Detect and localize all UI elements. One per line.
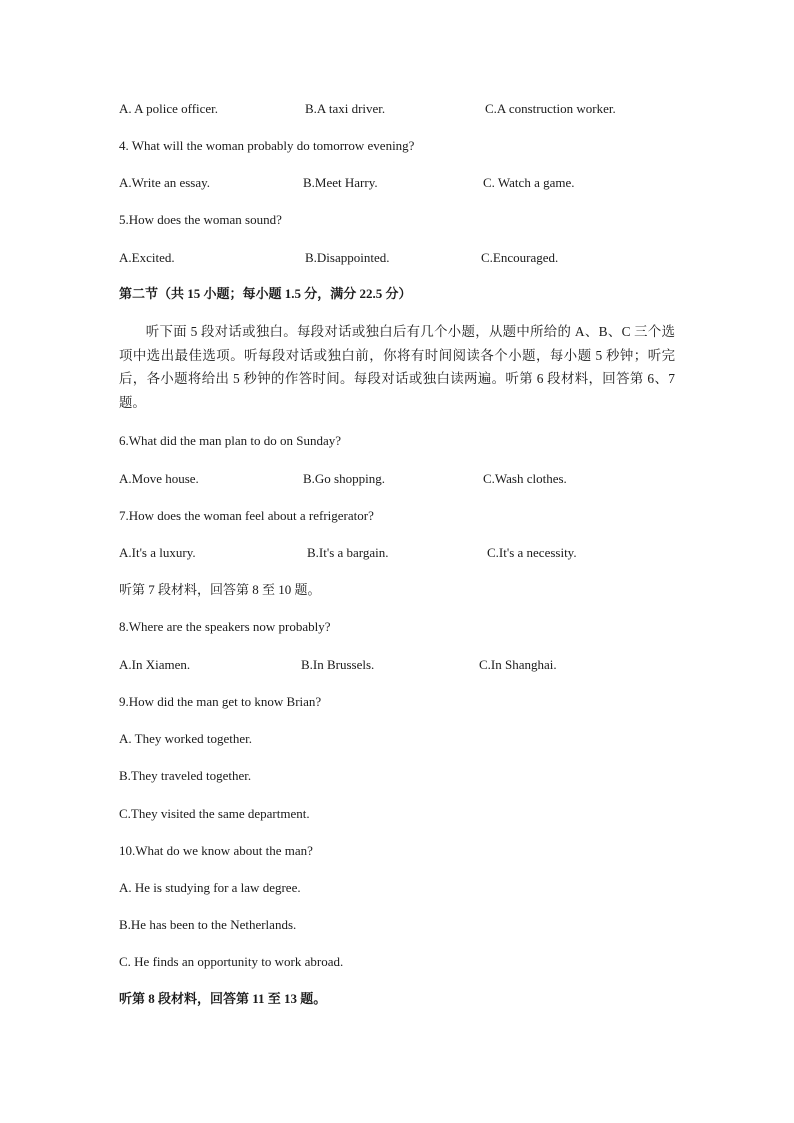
q8-option-c: C.In Shanghai. — [479, 657, 557, 672]
q9-option-c: C.They visited the same department. — [119, 806, 310, 821]
q7-question: 7.How does the woman feel about a refrigerator? — [119, 508, 374, 523]
q3-option-b: B.A taxi driver. — [305, 101, 386, 116]
q3-option-a: A. A police officer. — [119, 101, 219, 116]
passage8-instruction: 听第 8 段材料，回答第 11 至 13 题。 — [119, 991, 327, 1006]
q4-option-b: B.Meet Harry. — [303, 175, 378, 190]
q5-option-c: C.Encouraged. — [481, 250, 559, 265]
section-instructions: 听下面 5 段对话或独白。每段对话或独白后有几个小题，从题中所给的 A、B、C 三个选项中选出最佳选项。听每段对话或独白前，你将有时间阅读各个小题，每小题 5 秒钟；听完后，各小题将给出 5 秒钟的作答时间。每段对话或独白读两遍。听第 6 段材料，回答第 6、7 题。 — [119, 324, 675, 411]
q8-option-a: A.In Xiamen. — [119, 657, 191, 672]
q4-option-a: A.Write an essay. — [119, 175, 211, 190]
q6-options — [0, 471, 794, 487]
q8-options — [0, 657, 794, 673]
q6-option-a: A.Move house. — [119, 471, 199, 486]
q7-option-c: C.It's a necessity. — [487, 545, 577, 560]
q4-question: 4. What will the woman probably do tomorrow evening? — [119, 138, 415, 153]
q3-option-c: C.A construction worker. — [485, 101, 616, 116]
q10-option-c: C. He finds an opportunity to work abroad. — [119, 954, 344, 969]
passage7-instruction: 听第 7 段材料，回答第 8 至 10 题。 — [119, 582, 321, 597]
q10-option-a: A. He is studying for a law degree. — [119, 880, 301, 895]
q4-option-c: C. Watch a game. — [483, 175, 575, 190]
q10-question: 10.What do we know about the man? — [119, 843, 313, 858]
q3-options — [0, 101, 794, 117]
q6-question: 6.What did the man plan to do on Sunday? — [119, 433, 342, 448]
q5-option-a: A.Excited. — [119, 250, 175, 265]
q5-options — [0, 250, 794, 266]
q6-option-c: C.Wash clothes. — [483, 471, 567, 486]
q7-options — [0, 545, 794, 561]
q10-option-b: B.He has been to the Netherlands. — [119, 917, 297, 932]
section-heading: 第二节（共 15 小题；每小题 1.5 分，满分 22.5 分） — [119, 286, 412, 301]
q4-options — [0, 175, 794, 191]
q7-option-a: A.It's a luxury. — [119, 545, 196, 560]
q6-option-b: B.Go shopping. — [303, 471, 385, 486]
q9-option-b: B.They traveled together. — [119, 768, 252, 783]
q5-option-b: B.Disappointed. — [305, 250, 390, 265]
q7-option-b: B.It's a bargain. — [307, 545, 389, 560]
q9-option-a: A. They worked together. — [119, 731, 252, 746]
q8-question: 8.Where are the speakers now probably? — [119, 619, 331, 634]
q8-option-b: B.In Brussels. — [301, 657, 375, 672]
q5-question: 5.How does the woman sound? — [119, 212, 282, 227]
q9-question: 9.How did the man get to know Brian? — [119, 694, 322, 709]
